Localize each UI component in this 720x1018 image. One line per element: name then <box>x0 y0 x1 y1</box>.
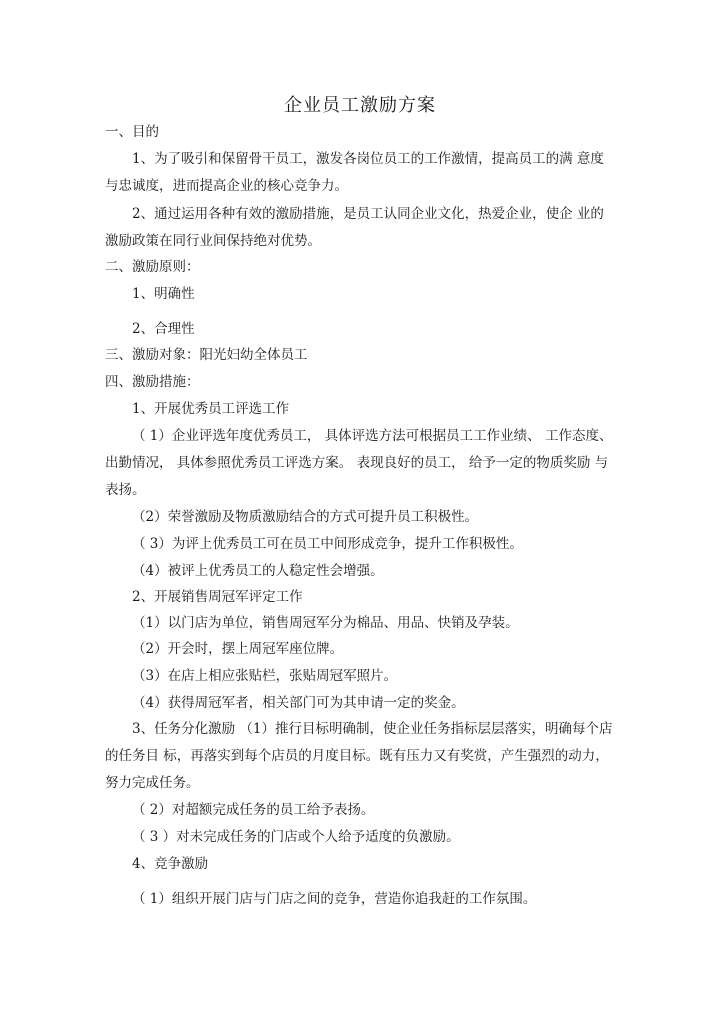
list-item: （3）在店上相应张贴栏，张贴周冠军照片。 <box>132 668 398 684</box>
list-item: （ 3）为评上优秀员工可在员工中间形成竞争，提升工作积极性。 <box>132 536 523 552</box>
subsection-heading: 2、开展销售周冠军评定工作 <box>132 589 303 605</box>
list-item: （1）以门店为单位，销售周冠军分为棉品、用品、快销及孕装。 <box>132 615 519 631</box>
paragraph-line: 努力完成任务。 <box>105 775 200 791</box>
paragraph-line: 表扬。 <box>105 482 146 498</box>
list-item: （4）被评上优秀员工的人稳定性会增强。 <box>132 563 384 579</box>
list-item: （4）获得周冠军者，相关部门可为其申请一定的奖金。 <box>132 695 465 711</box>
paragraph-line: 2、通过运用各种有效的激励措施，是员工认同企业文化，热爱企业，使企 业的 <box>132 206 604 222</box>
paragraph-line: 1、为了吸引和保留骨干员工，激发各岗位员工的工作激情，提高员工的满 意度 <box>132 151 604 167</box>
section-heading-purpose: 一、目的 <box>105 124 159 140</box>
paragraph-line: 激励政策在同行业间保持绝对优势。 <box>105 233 321 249</box>
paragraph-line: 与忠诚度，进而提高企业的核心竞争力。 <box>105 178 348 194</box>
list-item: 2、合理性 <box>132 321 195 337</box>
paragraph-line: 出勤情况， 具体参照优秀员工评选方案。 表现良好的员工， 给予一定的物质奖励 与 <box>105 455 609 471</box>
list-item: （ 2）对超额完成任务的员工给予表扬。 <box>132 802 375 818</box>
list-item: （2）荣誉激励及物质激励结合的方式可提升员工积极性。 <box>132 509 479 525</box>
document-title: 企业员工激励方案 <box>284 95 436 116</box>
paragraph-line: （ 1）企业评选年度优秀员工， 具体评选方法可根据员工工作业绩、 工作态度、 <box>132 428 613 444</box>
subsection-heading: 3、任务分化激励 （1）推行目标明确制，使企业任务指标层层落实，明确每个店 <box>132 721 613 737</box>
list-item: （ 3 ）对未完成任务的门店或个人给予适度的负激励。 <box>132 829 460 845</box>
subsection-heading: 4、竞争激励 <box>132 856 209 872</box>
section-heading-target: 三、激励对象：阳光妇幼全体员工 <box>105 347 308 363</box>
list-item: （2）开会时，摆上周冠军座位牌。 <box>132 641 344 657</box>
section-heading-measures: 四、激励措施： <box>105 374 200 390</box>
list-item: 1、明确性 <box>132 286 195 302</box>
paragraph-line: 的任务目 标，再落实到每个店员的月度目标。既有压力又有奖赏，产生强烈的动力， <box>105 748 609 764</box>
section-heading-principles: 二、激励原则： <box>105 259 200 275</box>
subsection-heading: 1、开展优秀员工评选工作 <box>132 401 290 417</box>
list-item: （ 1）组织开展门店与门店之间的竞争，营造你追我赶的工作氛围。 <box>132 891 537 907</box>
